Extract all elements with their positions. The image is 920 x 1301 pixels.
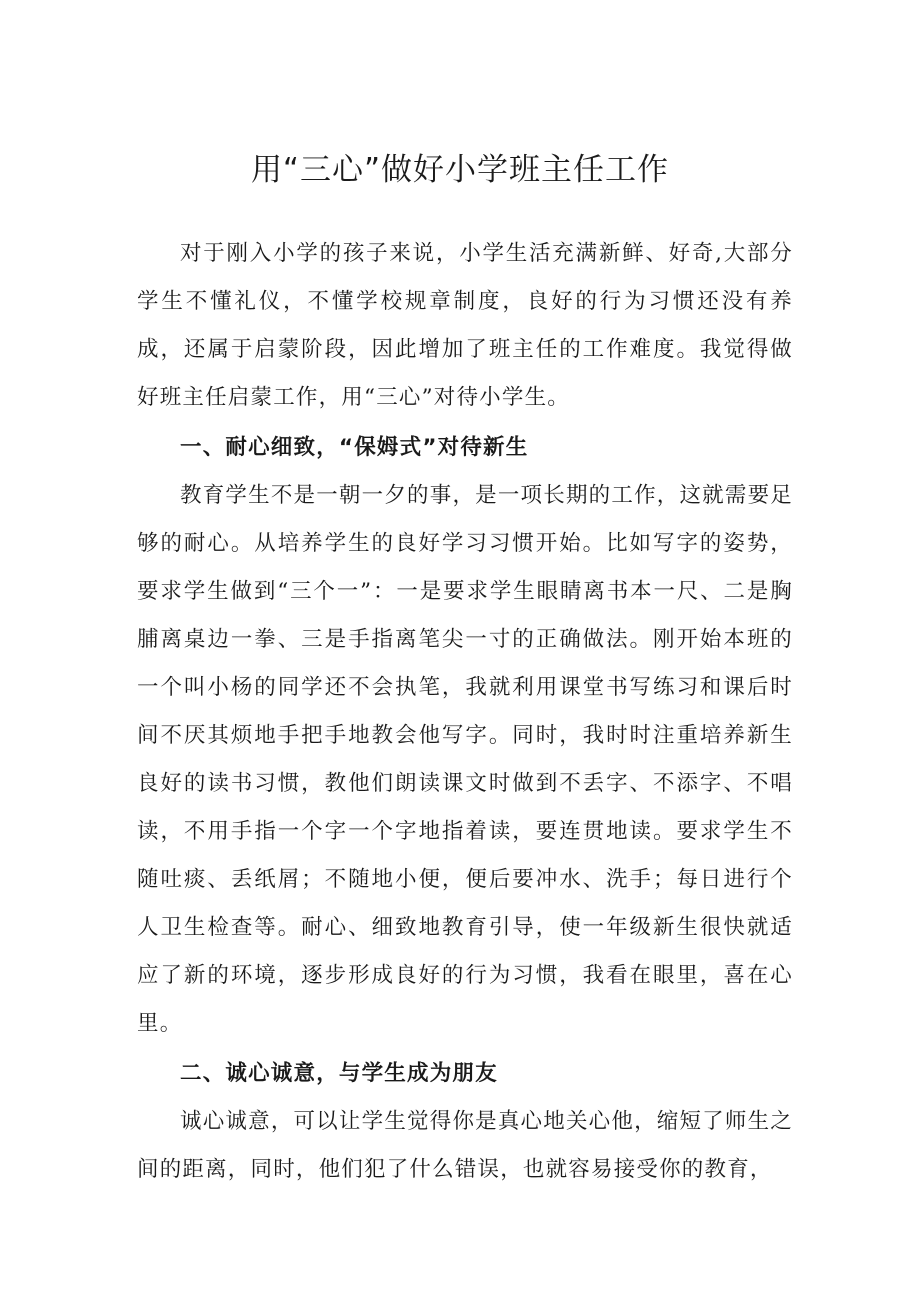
paragraph-section-2: 诚心诚意，可以让学生觉得你是真心地关心他，缩短了师生之间的距离，同时，他们犯了什么错误，也就容易接受你的教育， bbox=[137, 1109, 793, 1182]
paragraph-intro: 对于刚入小学的孩子来说，小学生活充满新鲜、好奇,大部分学生不懂礼仪，不懂学校规章制度，良好的行为习惯还没有养成，还属于启蒙阶段，因此增加了班主任的工作难度。我觉得做好班主任启蒙工作，用“三心”对待小学生。 bbox=[137, 241, 793, 410]
document-title: 用“三心”做好小学班主任工作 bbox=[250, 152, 670, 188]
section-heading-1: 一、耐心细致，“保姆式”对待新生 bbox=[180, 435, 529, 460]
document-body bbox=[137, 230, 793, 1194]
paragraph-section-1: 教育学生不是一朝一夕的事，是一项长期的工作，这就需要足够的耐心。从培养学生的良好学习习惯开始。比如写字的姿势，要求学生做到“三个一”：一是要求学生眼睛离书本一尺、二是胸脯离桌边一拳、三是手指离笔尖一寸的正确做法。刚开始本班的一个叫小杨的同学还不会执笔，我就利用课堂书写练习和课后时间不厌其烦地手把手地教会他写字。同时，我时时注重培养新生良好的读书习惯，教他们朗读课文时做到不丢字、不添字、不唱读，不用手指一个字一个字地指着读，要连贯地读。要求学生不随吐痰、丢纸屑；不随地小便，便后要冲水、洗手；每日进行个人卫生检查等。耐心、细致地教育引导，使一年级新生很快就适应了新的环境，逐步形成良好的行为习惯，我看在眼里，喜在心里。 bbox=[137, 483, 793, 1036]
section-heading-2: 二、诚心诚意，与学生成为朋友 bbox=[180, 1061, 498, 1086]
